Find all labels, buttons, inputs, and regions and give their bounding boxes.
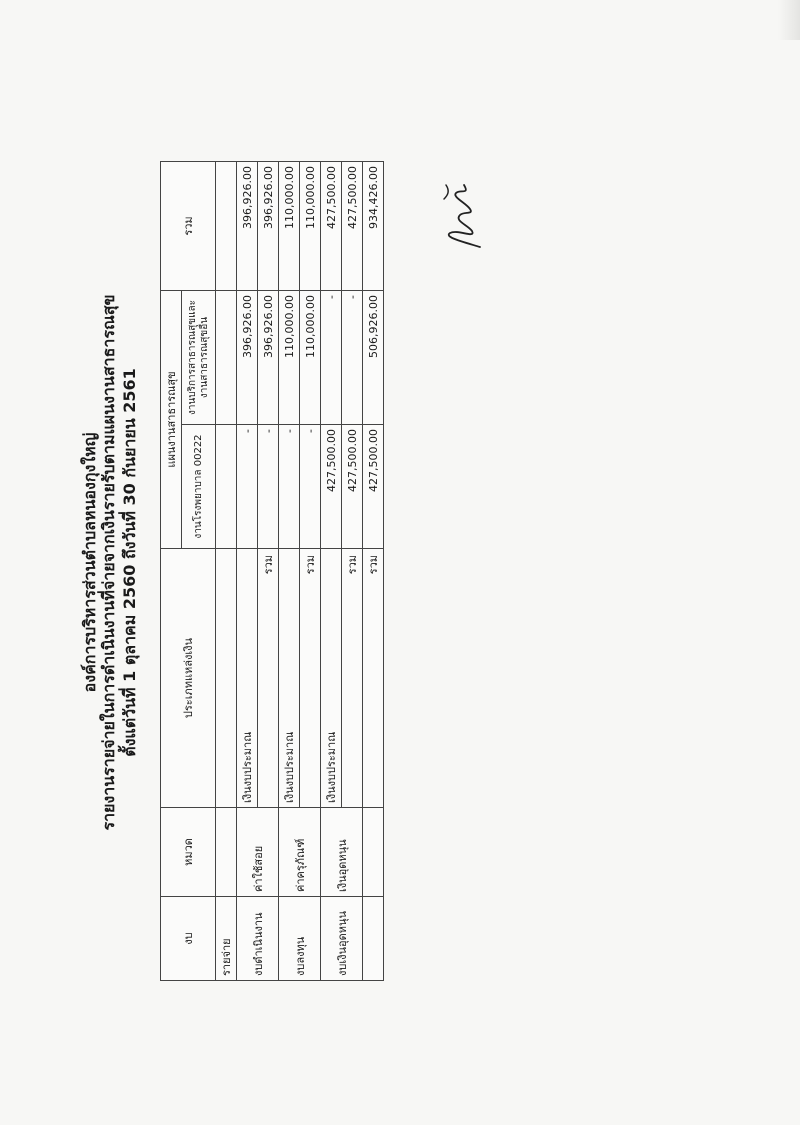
hospital-cell: - — [279, 425, 300, 549]
total-cell: 110,000.00 — [279, 162, 300, 291]
hospital-cell: - — [300, 425, 321, 549]
hospital-cell: - — [237, 425, 258, 549]
total-cell: 427,500.00 — [321, 162, 342, 291]
report-period: ตั้งแต่วันที่ 1 ตุลาคม 2560 ถึงวันที่ 30 กันยายน 2561 — [120, 368, 139, 757]
service-cell: - — [342, 291, 363, 425]
budget-cell: งบดำเนินงาน — [237, 897, 279, 981]
grand-total-row — [363, 162, 384, 981]
hospital-cell: 427,500.00 — [321, 425, 342, 549]
service-cell: 110,000.00 — [279, 291, 300, 425]
col-service: งานบริการสาธารณสุขและงานสาธารณสุขอื่น — [182, 291, 216, 425]
table-row — [321, 162, 342, 981]
org-name: องค์การบริหารส่วนตำบลหนองกุงใหญ่ — [80, 432, 99, 693]
hospital-cell: 427,500.00 — [342, 425, 363, 549]
total-cell: 934,426.00 — [363, 162, 384, 291]
service-cell: 396,926.00 — [258, 291, 279, 425]
fund-type-cell: เงินงบประมาณ — [237, 549, 258, 808]
col-category: หมวด — [161, 808, 216, 897]
service-cell: 506,926.00 — [363, 291, 384, 425]
category-cell: ค่าครุภัณฑ์ — [279, 808, 321, 897]
col-budget: งบ — [161, 897, 216, 981]
table-row — [279, 162, 300, 981]
service-cell: - — [321, 291, 342, 425]
subtotal-label: รวม — [258, 549, 279, 751]
hospital-cell: 427,500.00 — [363, 425, 384, 549]
section-label: รายจ่าย — [216, 897, 237, 981]
signature-mark — [430, 175, 490, 255]
grand-total-label: รวม — [363, 549, 384, 751]
service-cell: 396,926.00 — [237, 291, 258, 425]
col-total: รวม — [161, 162, 216, 291]
report-title: รายงานรายจ่ายในการดำเนินงานที่จ่ายจากเงินรายรับตามแผนงานสาธารณสุข — [99, 294, 118, 831]
col-fund-type: ประเภทแหล่งเงิน — [161, 549, 216, 808]
total-cell: 396,926.00 — [258, 162, 279, 291]
fund-type-cell: เงินงบประมาณ — [321, 549, 342, 808]
subtotal-label: รวม — [342, 549, 363, 751]
subtotal-label: รวม — [300, 549, 321, 751]
service-cell: 110,000.00 — [300, 291, 321, 425]
total-cell: 427,500.00 — [342, 162, 363, 291]
total-cell: 110,000.00 — [300, 162, 321, 291]
budget-cell: งบเงินอุดหนุน — [321, 897, 363, 981]
table-row — [237, 162, 258, 981]
fund-type-cell: เงินงบประมาณ — [279, 549, 300, 808]
category-cell: ค่าใช้สอย — [237, 808, 279, 897]
hospital-cell: - — [258, 425, 279, 549]
col-plan-group: แผนงานสาธารณสุข — [161, 291, 182, 549]
col-hospital: งานโรงพยาบาล 00222 — [182, 425, 216, 549]
expense-table — [160, 161, 384, 981]
category-cell: เงินอุดหนุน — [321, 808, 363, 897]
budget-cell: งบลงทุน — [279, 897, 321, 981]
total-cell: 396,926.00 — [237, 162, 258, 291]
